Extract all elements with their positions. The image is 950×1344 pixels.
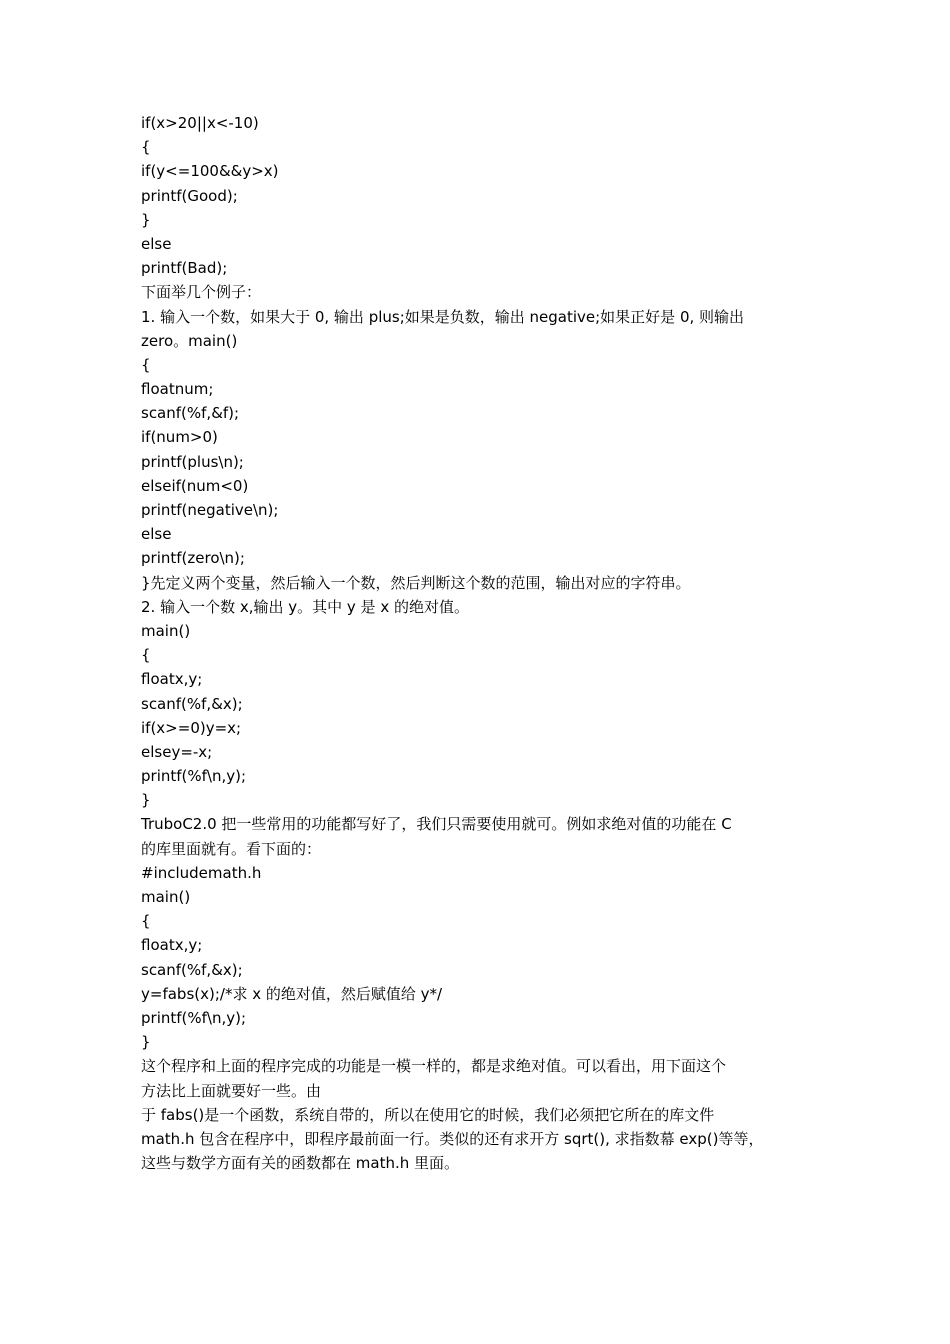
code-line: main(): [141, 621, 191, 640]
paragraph-line: math.h 包含在程序中，即程序最前面一行。类似的还有求开方 sqrt(), 求指数幕 exp()等等，: [141, 1129, 764, 1148]
code-line: else: [141, 234, 172, 253]
code-line: if(num>0): [141, 428, 218, 447]
code-line: printf(zero\n);: [141, 549, 245, 568]
code-line: #includemath.h: [141, 863, 262, 882]
code-line: scanf(%f,&x);: [141, 694, 243, 713]
code-line: {: [141, 912, 151, 931]
code-line: {: [141, 646, 151, 665]
paragraph-line: 的库里面就有。看下面的：: [141, 839, 322, 858]
code-line: main(): [141, 888, 191, 906]
code-line: printf(%f\n,y);: [141, 767, 247, 786]
paragraph-line: 于 fabs()是一个函数，系统自带的，所以在使用它的时候，我们必须把它所在的库文件: [141, 1105, 715, 1124]
code-line: scanf(%f,&f);: [141, 404, 240, 423]
code-line: }: [141, 1033, 151, 1052]
paragraph-line: 2. 输入一个数 x,输出 y。其中 y 是 x 的绝对值。: [141, 597, 469, 616]
code-line: printf(plus\n);: [141, 452, 244, 471]
paragraph-line: 这个程序和上面的程序完成的功能是一模一样的，都是求绝对值。可以看出，用下面这个: [141, 1057, 727, 1076]
document-body: [141, 111, 831, 1175]
code-line: y=fabs(x);/*求 x 的绝对值，然后赋值给 y*/: [141, 984, 443, 1003]
paragraph-line: zero。main(): [141, 331, 238, 350]
paragraph-line: 下面举几个例子：: [141, 283, 262, 302]
code-line: else: [141, 525, 172, 544]
code-line: elseif(num<0): [141, 476, 249, 495]
code-line: if(y<=100&&y>x): [141, 162, 279, 181]
code-line: floatx,y;: [141, 670, 203, 689]
code-line: if(x>=0)y=x;: [141, 718, 242, 737]
code-line: {: [141, 355, 151, 374]
paragraph-line: }先定义两个变量，然后输入一个数，然后判断这个数的范围，输出对应的字符串。: [141, 573, 691, 592]
code-line: floatnum;: [141, 380, 214, 399]
code-line: scanf(%f,&x);: [141, 960, 243, 979]
code-line: {: [141, 138, 151, 157]
paragraph-line: 1. 输入一个数，如果大于 0, 输出 plus;如果是负数，输出 negative;如果正好是 0, 则输出: [141, 307, 745, 326]
code-line: elsey=-x;: [141, 742, 213, 761]
paragraph-line: TruboC2.0 把一些常用的功能都写好了，我们只需要使用就可。例如求绝对值的功能在 C: [141, 815, 732, 834]
code-line: }: [141, 791, 151, 810]
code-line: printf(negative\n);: [141, 501, 279, 519]
code-line: printf(Bad);: [141, 259, 228, 278]
code-line: floatx,y;: [141, 936, 203, 955]
code-line: }: [141, 210, 151, 229]
code-line: if(x>20||x<-10): [141, 114, 259, 132]
code-line: printf(%f\n,y);: [141, 1008, 247, 1027]
code-line: printf(Good);: [141, 186, 238, 205]
paragraph-line: 方法比上面就要好一些。由: [141, 1081, 322, 1100]
paragraph-line: 这些与数学方面有关的函数都在 math.h 里面。: [141, 1154, 460, 1173]
